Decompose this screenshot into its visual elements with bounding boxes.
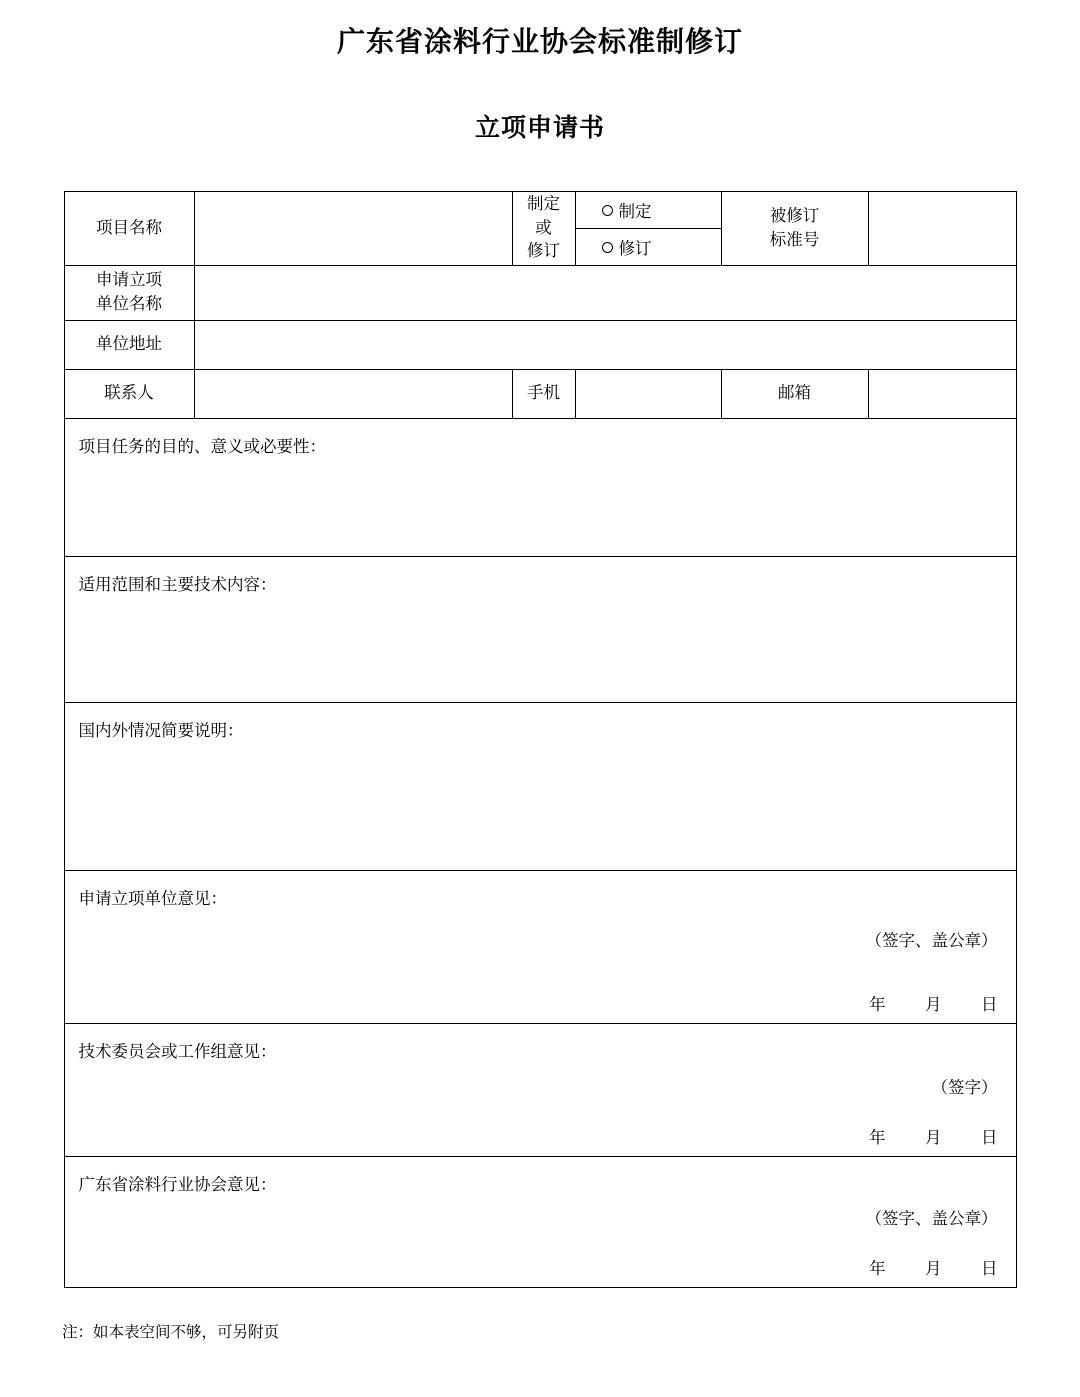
- project-name-label: 项目名称: [64, 192, 194, 266]
- unit-address-label: 单位地址: [64, 321, 194, 370]
- purpose-input-area[interactable]: [65, 457, 1016, 556]
- contact-person-value[interactable]: [194, 370, 512, 419]
- mobile-label: 手机: [512, 370, 575, 419]
- table-row: [64, 370, 1016, 419]
- type-label-line3: 修订: [527, 242, 560, 261]
- association-opinion-input-area[interactable]: [65, 1195, 1016, 1205]
- overview-section[interactable]: [64, 703, 1016, 871]
- revised-standard-label-line1: 被修订: [769, 206, 820, 225]
- radio-circle-icon: [602, 242, 613, 253]
- applicant-unit-label-line1: 申请立项: [96, 271, 162, 290]
- table-row: [64, 419, 1016, 557]
- scope-input-area[interactable]: [65, 595, 1016, 702]
- table-row: [64, 1157, 1016, 1288]
- association-opinion-year: 年: [869, 1260, 886, 1278]
- committee-opinion-signature-note: （签字）: [931, 1079, 998, 1097]
- applicant-opinion-section[interactable]: [64, 871, 1016, 1024]
- overview-title: 国内外情况简要说明：: [78, 722, 244, 740]
- purpose-title: 项目任务的目的、意义或必要性：: [78, 438, 326, 456]
- radio-revise-label: 修订: [618, 240, 652, 258]
- association-opinion-day: 日: [981, 1260, 998, 1278]
- committee-opinion-day: 日: [981, 1129, 998, 1147]
- association-opinion-month: 月: [925, 1260, 942, 1278]
- applicant-unit-label: [64, 266, 194, 321]
- type-label-line2: 或: [535, 218, 552, 237]
- form-note: 注：如本表空间不够，可另附页: [62, 1324, 280, 1341]
- radio-formulate[interactable]: [575, 192, 721, 229]
- overview-input-area[interactable]: [65, 741, 1016, 870]
- revised-standard-label-line2: 标准号: [769, 230, 820, 249]
- association-opinion-signature-note: （签字、盖公章）: [865, 1210, 998, 1228]
- contact-person-label: 联系人: [64, 370, 194, 419]
- purpose-section[interactable]: [64, 419, 1016, 557]
- table-row: [64, 321, 1016, 370]
- scope-section[interactable]: [64, 557, 1016, 703]
- committee-opinion-title: 技术委员会或工作组意见：: [78, 1043, 277, 1061]
- mobile-value[interactable]: [575, 370, 721, 419]
- applicant-opinion-date: [65, 991, 1016, 1015]
- type-label: [512, 192, 575, 266]
- applicant-opinion-input-area[interactable]: [65, 909, 1016, 927]
- committee-opinion-year: 年: [869, 1129, 886, 1147]
- applicant-opinion-gap: [65, 951, 1016, 991]
- table-row: [64, 1024, 1016, 1157]
- committee-opinion-date: [65, 1124, 1016, 1148]
- association-opinion-section[interactable]: [64, 1157, 1016, 1288]
- applicant-unit-value[interactable]: [194, 266, 1016, 321]
- table-row: [64, 266, 1016, 321]
- applicant-opinion-year: 年: [869, 996, 886, 1014]
- project-name-value[interactable]: [194, 192, 512, 266]
- association-opinion-date: [65, 1255, 1016, 1279]
- table-row: [64, 871, 1016, 1024]
- association-opinion-title: 广东省涂料行业协会意见：: [78, 1176, 277, 1194]
- table-row: [64, 192, 1016, 229]
- email-value[interactable]: [868, 370, 1016, 419]
- radio-revise[interactable]: [575, 229, 721, 266]
- unit-address-value[interactable]: [194, 321, 1016, 370]
- page-subtitle: 立项申请书: [474, 114, 605, 142]
- page-title: 广东省涂料行业协会标准制修订: [336, 26, 743, 57]
- applicant-opinion-signature-note: （签字、盖公章）: [865, 932, 998, 950]
- applicant-opinion-day: 日: [981, 996, 998, 1014]
- radio-circle-icon: [602, 205, 613, 216]
- table-row: [64, 703, 1016, 871]
- applicant-unit-label-line2: 单位名称: [96, 295, 162, 313]
- applicant-opinion-month: 月: [925, 996, 942, 1014]
- scope-title: 适用范围和主要技术内容：: [78, 576, 277, 594]
- committee-opinion-month: 月: [925, 1129, 942, 1147]
- application-form-table: [64, 191, 1017, 1288]
- applicant-opinion-title: 申请立项单位意见：: [78, 890, 227, 908]
- association-opinion-gap: [65, 1229, 1016, 1255]
- committee-opinion-gap: [65, 1098, 1016, 1124]
- radio-formulate-label: 制定: [618, 203, 652, 221]
- revised-standard-label: [721, 192, 868, 266]
- document-page: [0, 20, 1080, 1397]
- revised-standard-value[interactable]: [868, 192, 1016, 266]
- email-label: 邮箱: [721, 370, 868, 419]
- committee-opinion-input-area[interactable]: [65, 1062, 1016, 1074]
- type-label-line1: 制定: [527, 194, 560, 213]
- table-row: [64, 557, 1016, 703]
- committee-opinion-section[interactable]: [64, 1024, 1016, 1157]
